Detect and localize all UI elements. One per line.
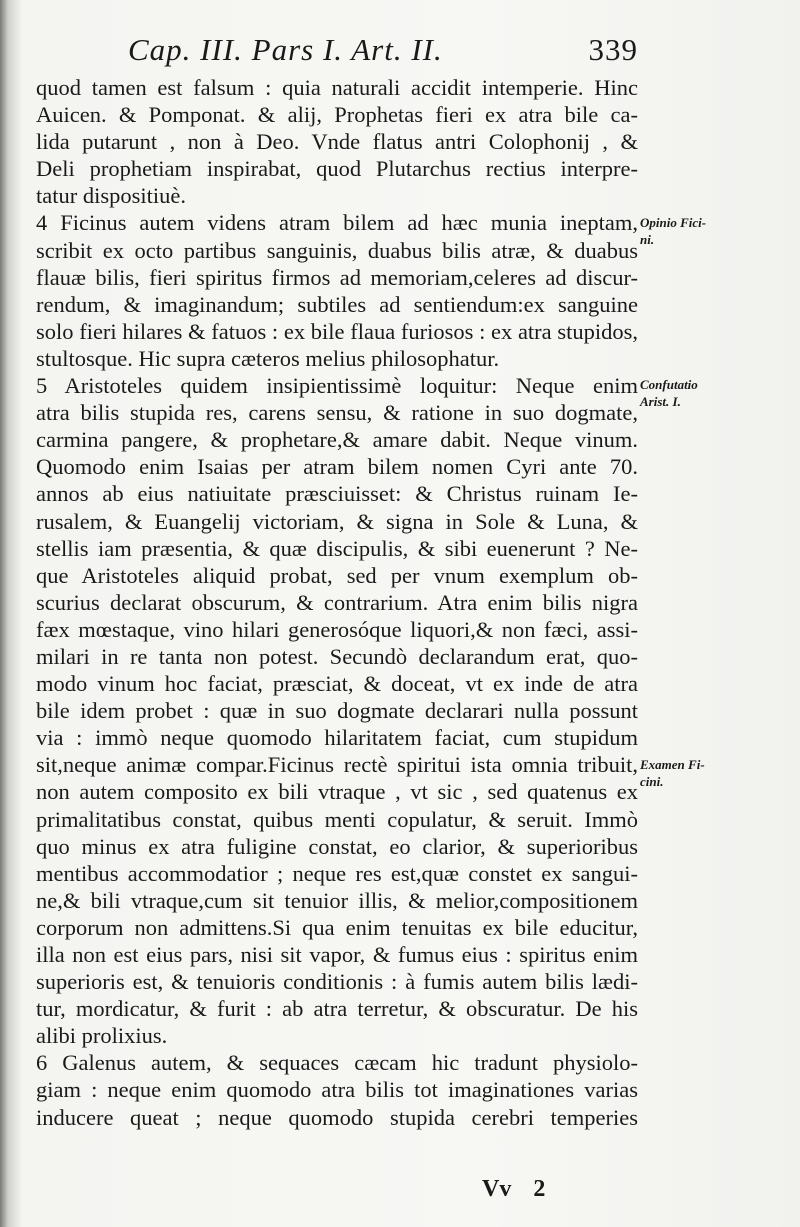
text-line: ne,& bili vtraque,cum sit tenuior illis, & melior,compositionem xyxy=(36,887,638,913)
text-line: illa non est eius pars, nisi sit vapor, & fumus eius : spiritus enim xyxy=(36,942,638,967)
text-line: 6 Galenus autem, & sequaces cæcam hic tradunt physiolo- xyxy=(36,1050,638,1076)
text-line: inducere queat ; neque quomodo stupida cerebri temperies xyxy=(36,1104,638,1130)
text-line: scribit ex octo partibus sanguinis, duabus bilis atræ, & duabus xyxy=(36,237,638,263)
catchword: 2 xyxy=(533,1176,546,1202)
text-line: Auicen. & Pomponat. & alij, Prophetas fieri ex atra bile ca- xyxy=(36,102,638,128)
text-line: quod tamen est falsum : quia naturali accidit intemperie. Hinc xyxy=(36,75,638,100)
text-line: rusalem, & Euangelij victoriam, & signa in Sole & Luna, & xyxy=(36,508,638,534)
text-line: stultosque. Hic supra cæteros melius philosophatur. xyxy=(36,345,500,371)
text-line: carmina pangere, & prophetare,& amare dabit. Neque vinum. xyxy=(36,427,638,453)
text-line: fæx mœstaque, vino hilari generosóque liquori,& non fæci, assi- xyxy=(36,616,638,642)
text-line: sit,neque animæ compar.Ficinus rectè spiritui ista omnia tribuit, xyxy=(36,752,638,778)
text-line: primalitatibus constat, quibus menti copulatur, & seruit. Immò xyxy=(36,806,638,832)
text-line: flauæ bilis, fieri spiritus firmos ad memoriam,celeres ad discur- xyxy=(36,264,638,290)
running-title: Cap. III. Pars I. Art. II. xyxy=(128,32,443,67)
text-line: scurius declarat obscurum, & contrarium. Atra enim bilis nigra xyxy=(36,589,638,615)
page-header xyxy=(128,32,638,68)
text-line: bile idem probet : quæ in suo dogmate declarari nulla possunt xyxy=(36,698,638,724)
marginal-note: Opinio Fici- ni. xyxy=(640,214,707,247)
main-text xyxy=(36,74,638,1131)
signature-mark xyxy=(482,1176,602,1203)
text-line: tatur dispositiuè. xyxy=(36,183,186,209)
text-line: quo minus ex atra fuligine constat, eo clarior, & superioribus xyxy=(36,833,638,859)
marginal-note: Examen Fi- cini. xyxy=(640,756,705,789)
signature-letters: Vv xyxy=(482,1176,512,1202)
text-line: lida putarunt , non à Deo. Vnde flatus antri Colophonij , & xyxy=(36,129,638,155)
text-line: Deli prophetiam inspirabat, quod Plutarchus rectius interpre- xyxy=(36,156,638,182)
text-line: milari in re tanta non potest. Secundò declarandum erat, quo- xyxy=(36,643,638,669)
text-line: solo fieri hilares & fatuos : ex bile flaua furiosos : ex atra stupidos, xyxy=(36,318,638,344)
text-line: que Aristoteles aliquid probat, sed per vnum exemplum ob- xyxy=(36,562,638,588)
text-line: corporum non admittens.Si qua enim tenuitas ex bile educitur, xyxy=(36,914,638,940)
text-line: via : immò neque quomodo hilaritatem faciat, cum stupidum xyxy=(36,725,638,751)
text-line: giam : neque enim quomodo atra bilis tot imaginationes varias xyxy=(36,1077,638,1103)
text-line: rendum, & imaginandum; subtiles ad sentiendum:ex sanguine xyxy=(36,291,638,317)
text-line: annos ab eius natiuitate præsciuisset: & Christus ruinam Ie- xyxy=(36,481,638,507)
text-line: Quomodo enim Isaias per atram bilem nomen Cyri ante 70. xyxy=(36,454,638,480)
text-line: atra bilis stupida res, carens sensu, & ratione in suo dogmate, xyxy=(36,400,638,426)
text-line: non autem composito ex bili vtraque , vt sic , sed quatenus ex xyxy=(36,779,638,805)
text-line: alibi prolixius. xyxy=(36,1023,168,1049)
text-line: modo vinum hoc faciat, præsciat, & doceat, vt ex inde de atra xyxy=(36,671,638,697)
text-line: 4 Ficinus autem videns atram bilem ad hæc munia ineptam, xyxy=(36,210,638,236)
text-line: stellis iam præsentia, & quæ discipulis, & sibi euenerunt ? Ne- xyxy=(36,535,638,561)
text-line: superioris est, & tenuioris conditionis : à fumis autem bilis lædi- xyxy=(36,969,638,995)
text-line: 5 Aristoteles quidem insipientissimè loquitur: Neque enim xyxy=(36,373,638,399)
marginal-note: Confutatio Arist. I. xyxy=(640,377,698,410)
text-line: mentibus accommodatior ; neque res est,quæ constet ex sangui- xyxy=(36,860,638,886)
text-line: tur, mordicatur, & furit : ab atra terretur, & obscuratur. De his xyxy=(36,996,638,1022)
page-number: 339 xyxy=(588,32,638,67)
